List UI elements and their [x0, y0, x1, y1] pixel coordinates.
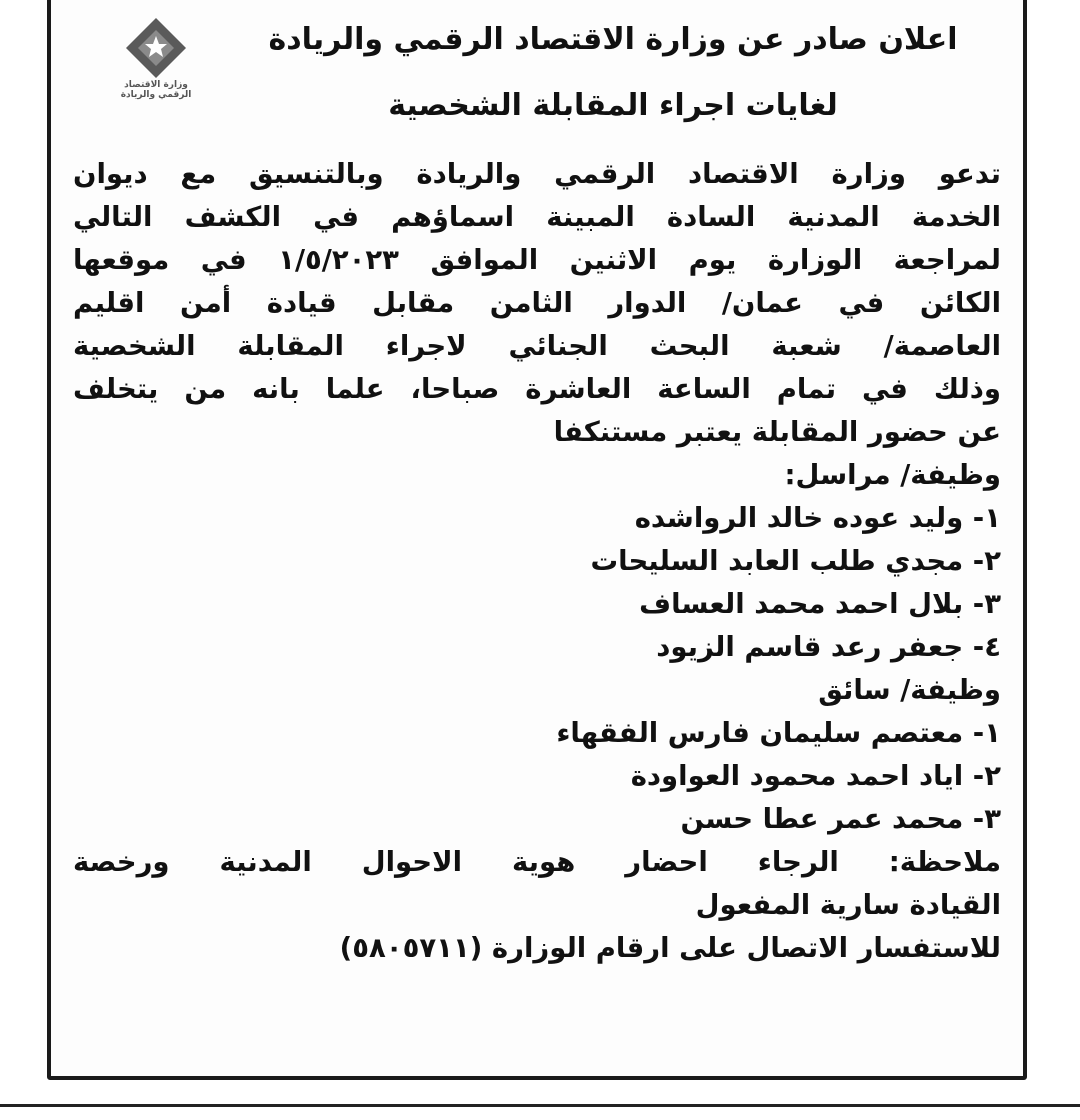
note-line: القيادة سارية المفعول — [695, 889, 1001, 921]
candidate-name: ١- معتصم سليمان فارس الفقهاء — [556, 717, 1001, 749]
ministry-emblem-icon — [124, 16, 188, 80]
note-line: ملاحظة: الرجاء احضار هوية الاحوال المدنية ورخصة — [73, 846, 1001, 878]
announcement-body — [73, 153, 1001, 970]
announcement-frame — [47, 0, 1027, 1080]
paragraph-line: تدعو وزارة الاقتصاد الرقمي والريادة وبالتنسيق مع ديوان — [73, 158, 1001, 190]
paragraph-line: الخدمة المدنية السادة المبينة اسماؤهم في الكشف التالي — [73, 201, 1001, 233]
paragraph-line: وذلك في تمام الساعة العاشرة صباحا، علما بانه من يتخلف — [73, 373, 1001, 405]
candidate-name: ٣- بلال احمد محمد العساف — [639, 588, 1001, 620]
candidate-name: ٤- جعفر رعد قاسم الزيود — [656, 631, 1001, 663]
candidate-name: ٢- مجدي طلب العابد السليحات — [590, 545, 1001, 577]
ministry-logo — [111, 16, 201, 126]
candidate-name: ١- وليد عوده خالد الرواشده — [634, 502, 1001, 534]
paragraph-line: لمراجعة الوزارة يوم الاثنين الموافق ١/٥/٢٠٢٣ في موقعها — [73, 244, 1001, 276]
paragraph-line: عن حضور المقابلة يعتبر مستنكفا — [553, 416, 1001, 448]
job-title-driver: وظيفة/ سائق — [818, 674, 1001, 706]
logo-text-line2: الرقمي والريادة — [120, 90, 192, 100]
candidate-name: ٣- محمد عمر عطا حسن — [680, 803, 1001, 835]
announcement-subtitle: لغايات اجراء المقابلة الشخصية — [388, 88, 838, 123]
logo-text-line1: وزارة الاقتصاد — [124, 80, 188, 90]
contact-line: للاستفسار الاتصال على ارقام الوزارة (٥٨٠٥٧١١) — [339, 932, 1001, 964]
job-title-messenger: وظيفة/ مراسل: — [784, 459, 1001, 491]
page-divider — [0, 1104, 1080, 1107]
announcement-title: اعلان صادر عن وزارة الاقتصاد الرقمي والريادة — [268, 22, 958, 57]
paragraph-line: الكائن في عمان/ الدوار الثامن مقابل قيادة أمن اقليم — [73, 287, 1001, 319]
paragraph-line: العاصمة/ شعبة البحث الجنائي لاجراء المقابلة الشخصية — [73, 330, 1001, 362]
candidate-name: ٢- اياد احمد محمود العواودة — [630, 760, 1001, 792]
